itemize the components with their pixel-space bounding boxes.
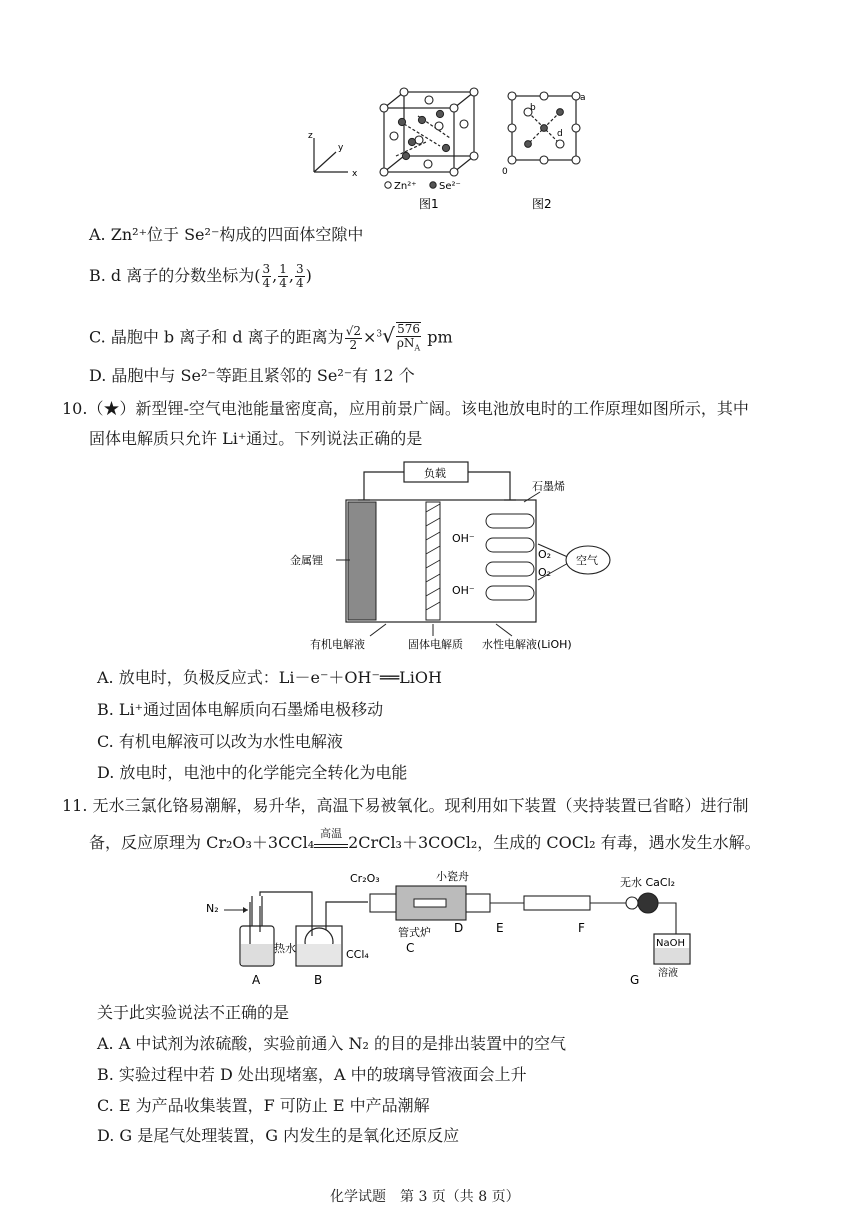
frac-1: $\frac{3}{4}$ [262, 262, 271, 290]
n2-label: N₂ [206, 902, 219, 915]
cube-root-fraction: $\frac{576}{\rho N_A}$ [396, 322, 421, 353]
apparatus-diagram [200, 866, 700, 990]
fig2-label-a: a [580, 93, 586, 103]
q11-option-c: C. E 为产品收集装置，F 可防止 E 中产品潮解 [97, 1096, 430, 1115]
battery-diagram [286, 458, 616, 658]
reaction-condition: 高温 [314, 835, 348, 848]
q9-option-c: C. 晶胞中 b 离子和 d 离子的距离为 $\frac{√2}{2}$ ×$^3$√ $\frac{576}{\rho N_A}$ pm [89, 322, 453, 353]
q11-option-b: B. 实验过程中若 D 处出现堵塞，A 中的玻璃导管液面会上升 [97, 1065, 527, 1084]
solid-electrolyte-label: 固体电解质 [408, 638, 463, 651]
radical-icon: √ [382, 323, 395, 348]
air-label: 空气 [576, 554, 598, 567]
q11-option-d: D. G 是尾气处理装置，G 内发生的是氧化还原反应 [97, 1126, 460, 1145]
label-d: D [454, 921, 464, 935]
q10-stem-line1: 10.（★）新型锂-空气电池能量密度高，应用前景广阔。该电池放电时的工作原理如图所示，其中 [62, 399, 749, 418]
drying-tube-neck [626, 897, 638, 909]
q10-stem-line2: 固体电解质只允许 Li⁺通过。下列说法正确的是 [89, 429, 423, 448]
drying-tube-f [638, 893, 658, 913]
cacl2-label: 无水 CaCl₂ [620, 876, 676, 889]
label-e: E [496, 921, 504, 935]
bottom-pointers [370, 624, 512, 636]
se-ions [398, 110, 449, 159]
lithium-electrode [348, 502, 376, 620]
se-legend-icon [430, 182, 436, 188]
label-f: F [578, 921, 585, 935]
q11-stem-line2: 备，反应原理为 Cr₂O₃＋3CCl₄ 高温 2CrCl₃＋3COCl₂，生成的 COCl₂ 有毒，遇水发生水解。 [89, 827, 761, 852]
fig2-label-d: d [557, 129, 563, 139]
q11-option-a: A. A 中试剂为浓硫酸，实验前通入 N₂ 的目的是排出装置中的空气 [97, 1034, 566, 1053]
boat-label: 小瓷舟 [436, 870, 469, 883]
frac-2: $\frac{1}{4}$ [279, 262, 287, 290]
oh-label-2: OH⁻ [452, 584, 475, 597]
collector-e [524, 896, 590, 910]
q9-option-d: D. 晶胞中与 Se²⁻等距且紧邻的 Se²⁻有 12 个 [89, 366, 415, 385]
fig1-label: 图1 [419, 197, 439, 211]
cr2o3-label: Cr₂O₃ [350, 872, 380, 885]
n2-arrow-head [243, 907, 248, 913]
zn-legend-icon [385, 182, 391, 188]
axis-z-label: z [308, 131, 313, 141]
naoh-solution [655, 948, 689, 963]
furnace-label: 管式炉 [398, 926, 431, 939]
liquid-a [241, 944, 273, 965]
fig2-label-origin: 0 [502, 167, 508, 177]
graphene-electrode [486, 514, 534, 600]
o2-label-1: O₂ [538, 548, 552, 561]
aqueous-electrolyte-label: 水性电解液(LiOH) [482, 638, 572, 651]
solution-label: 溶液 [658, 968, 678, 979]
axis-x-label: x [352, 169, 358, 179]
oh-label-1: OH⁻ [452, 532, 475, 545]
label-a: A [252, 973, 261, 987]
q11-stem-line1: 11. 无水三氯化铬易潮解，易升华，高温下易被氧化。现利用如下装置（夹持装置已省略）进行制 [62, 796, 749, 815]
naoh-label: NaOH [656, 938, 685, 949]
metal-li-label: 金属锂 [290, 554, 323, 567]
q11-prompt: 关于此实验说法不正确的是 [97, 1003, 290, 1022]
q9-option-c-prefix: C. 晶胞中 b 离子和 d 离子的距离为 [89, 327, 344, 347]
hot-water-label: 热水 [274, 942, 296, 955]
frac-3: $\frac{3}{4}$ [295, 262, 304, 290]
o2-label-2: O₂ [538, 566, 552, 579]
q9-option-b-prefix: B. d 离子的分数坐标为 [89, 266, 255, 285]
porcelain-boat [414, 899, 446, 907]
fig2-label-b: b [530, 103, 536, 113]
sqrt2-over-2: $\frac{√2}{2}$ [345, 323, 361, 352]
label-b: B [314, 973, 323, 987]
legend-zn: Zn²⁺ [394, 181, 417, 192]
q10-option-b: B. Li⁺通过固体电解质向石墨烯电极移动 [97, 700, 384, 719]
q9-option-b: B. d 离子的分数坐标为( $\frac{3}{4}$ , $\frac{1}{4}$ , $\frac{3}{4}$ ) [89, 262, 312, 290]
page-footer: 化学试题 第 3 页（共 8 页） [330, 1189, 520, 1205]
crystal-figures [300, 86, 600, 216]
axis-y-label: y [338, 143, 344, 153]
label-c: C [406, 941, 415, 955]
q10-option-c: C. 有机电解液可以改为水性电解液 [97, 732, 343, 751]
load-label: 负载 [424, 467, 446, 480]
fig2-label: 图2 [532, 197, 552, 211]
hot-water-b [297, 944, 341, 965]
organic-electrolyte-label: 有机电解液 [310, 638, 365, 651]
q10-option-a: A. 放电时，负极反应式：Li－e⁻＋OH⁻══LiOH [97, 668, 442, 687]
label-g: G [630, 973, 640, 987]
graphene-label: 石墨烯 [532, 480, 565, 493]
ccl4-label: CCl₄ [346, 948, 369, 961]
q10-option-d: D. 放电时，电池中的化学能完全转化为电能 [97, 763, 408, 782]
q9-option-a: A. Zn²⁺位于 Se²⁻构成的四面体空隙中 [89, 225, 364, 244]
legend-se: Se²⁻ [439, 181, 461, 192]
